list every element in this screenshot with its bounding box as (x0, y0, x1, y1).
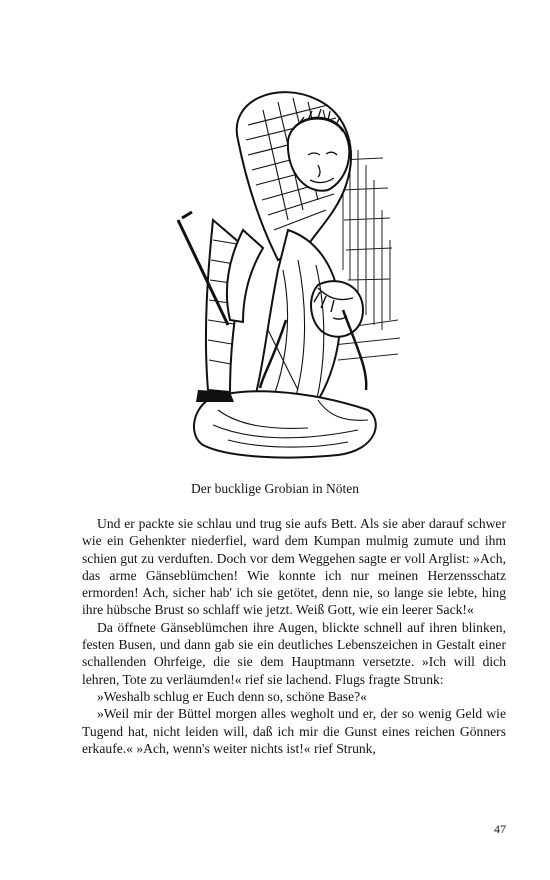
illustration-caption: Der bucklige Grobian in Nöten (191, 481, 359, 496)
paragraph: Da öffnete Gänseblümchen ihre Augen, blickte schnell auf ihren blinken, festen Busen, und dann gab sie ein deutliches Lebenszeichen in Gestalt einer schallenden Ohrfeige, die sie dem Hauptmann versetzte. »Ich will dich lehren, Tote zu verläumden!« rief sie lachend. Flugs fragte Strunk: (82, 619, 506, 687)
engraving-illustration (168, 70, 408, 470)
paragraph: Und er packte sie schlau und trug sie aufs Bett. Als sie aber darauf schwer wie ein Gehenkter niederfiel, ward dem Kumpan mulmig zumute und ihm schien gut zu verduften. Doch vor dem Weggehen sagte er voll Arglist: »Ach, das arme Gänseblümchen! Wie konnte ich nur meinen Herzensschatz ermorden! Ach, sicher hab' ich sie getötet, denn nie, so lange sie lebte, hing ihre hübsche Brust so schlaff wie jetzt. Weiß Gott, wie ein leerer Sack!« (82, 516, 506, 618)
paragraph: »Weshalb schlug er Euch denn so, schöne Base?« (97, 688, 367, 704)
page-number: 47 (494, 822, 506, 836)
hunchback-carrying-woman-icon (168, 70, 408, 470)
paragraph: »Weil mir der Büttel morgen alles wegholt und er, der so wenig Geld wie Tugend hat, nicht leiden will, daß ich mir die Gunst eines reichen Gönners erkaufe.« »Ach, wenn's weiter nichts ist!« rief Strunk, (82, 706, 506, 756)
body-text (82, 515, 506, 757)
